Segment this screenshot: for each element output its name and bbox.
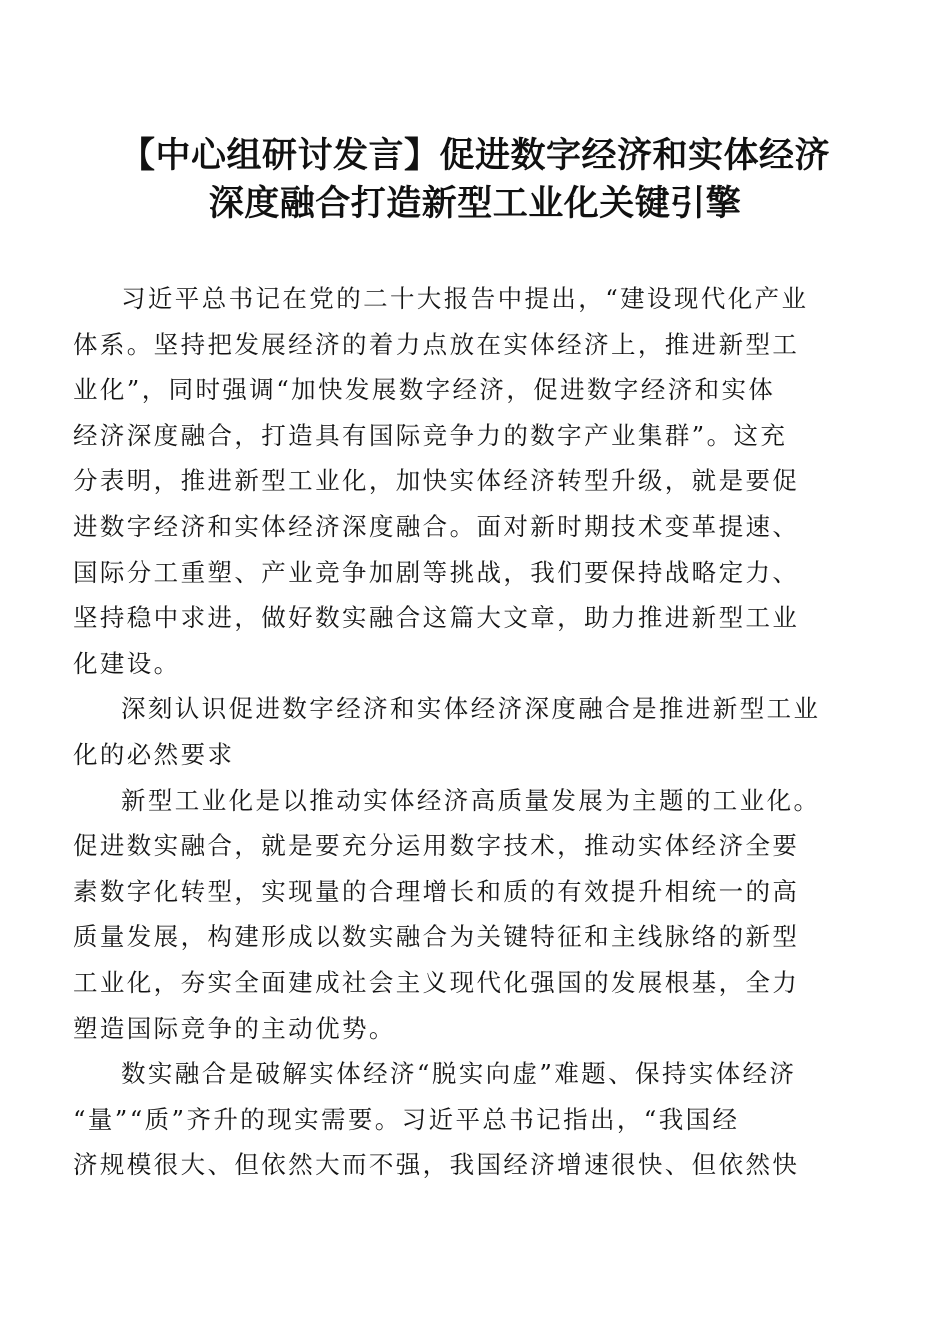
paragraph-1 bbox=[72, 276, 821, 686]
paragraph-3 bbox=[72, 778, 821, 1052]
text-line: 国际分工重塑、产业竞争加剧等挑战，我们要保持战略定力、 bbox=[72, 557, 800, 587]
text-line: 进数字经济和实体经济深度融合。面对新时期技术变革提速、 bbox=[72, 511, 800, 541]
document-title bbox=[60, 132, 890, 228]
text-line: 深刻认识促进数字经济和实体经济深度融合是推进新型工业 bbox=[121, 694, 821, 724]
text-line: 工业化，夯实全面建成社会主义现代化强国的发展根基，全力 bbox=[72, 967, 800, 997]
text-line: 化建设。 bbox=[72, 648, 181, 678]
section-heading bbox=[72, 686, 821, 777]
text-line: 经济深度融合，打造具有国际竞争力的数字产业集群”。这充 bbox=[72, 420, 788, 450]
text-line: 习近平总书记在党的二十大报告中提出，“建设现代化产业 bbox=[121, 284, 809, 313]
text-line: 坚持稳中求进，做好数实融合这篇大文章，助力推进新型工业 bbox=[72, 603, 800, 633]
document-body bbox=[72, 276, 821, 1188]
text-line: 分表明，推进新型工业化，加快实体经济转型升级，就是要促 bbox=[72, 466, 800, 496]
title-line-1: 【中心组研讨发言】促进数字经济和实体经济 bbox=[119, 136, 830, 176]
text-line: 济规模很大、但依然大而不强，我国经济增速很快、但依然快 bbox=[72, 1150, 800, 1180]
text-line: 塑造国际竞争的主动优势。 bbox=[72, 1013, 396, 1043]
text-line: 素数字化转型，实现量的合理增长和质的有效提升相统一的高 bbox=[72, 876, 800, 906]
text-line: “量”“质”齐升的现实需要。习近平总书记指出，“我国经 bbox=[72, 1104, 740, 1134]
paragraph-4 bbox=[72, 1051, 821, 1188]
text-line: 体系。坚持把发展经济的着力点放在实体经济上，推进新型工 bbox=[72, 329, 800, 359]
text-line: 化的必然要求 bbox=[72, 739, 235, 769]
text-line: 数实融合是破解实体经济“脱实向虚”难题、保持实体经济 bbox=[121, 1059, 797, 1089]
text-line: 业化”，同时强调“加快发展数字经济，促进数字经济和实体 bbox=[72, 375, 776, 405]
text-line: 质量发展，构建形成以数实融合为关键特征和主线脉络的新型 bbox=[72, 922, 800, 952]
title-line-2: 深度融合打造新型工业化关键引擎 bbox=[208, 184, 742, 224]
text-line: 促进数实融合，就是要充分运用数字技术，推动实体经济全要 bbox=[72, 831, 800, 861]
text-line: 新型工业化是以推动实体经济高质量发展为主题的工业化。 bbox=[121, 785, 821, 815]
